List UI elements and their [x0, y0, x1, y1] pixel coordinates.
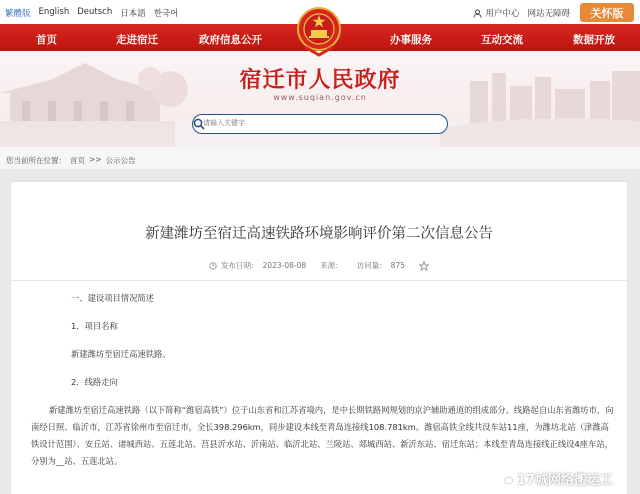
nav-about-suqian[interactable]: 走进宿迁: [116, 34, 158, 46]
nav-home[interactable]: 首页: [36, 34, 57, 46]
breadcrumb-separator: >>: [89, 155, 102, 164]
site-title: 宿迁市人民政府: [239, 67, 401, 93]
clock-icon: [209, 262, 217, 270]
search-box: [192, 114, 448, 134]
wechat-icon: [499, 473, 513, 485]
section-heading: 一、建设项目情况简述: [71, 293, 154, 303]
star-icon[interactable]: [419, 261, 429, 271]
sub-heading-route: 2．线路走向: [71, 377, 118, 387]
article-body: [31, 290, 616, 482]
lang-deutsch[interactable]: Deutsch: [77, 7, 113, 17]
watermark-text: 17城网络搬运工: [516, 473, 613, 488]
watermark: [499, 469, 613, 488]
accessibility-link[interactable]: [527, 7, 570, 19]
views-count: 875: [390, 261, 405, 270]
article-title: 新建潍坊至宿迁高速铁路环境影响评价第二次信息公告: [145, 226, 493, 242]
user-center-link[interactable]: [473, 7, 519, 19]
source-label: 来源：: [320, 261, 343, 270]
breadcrumb: [0, 147, 640, 169]
lang-english[interactable]: English: [38, 7, 70, 17]
user-center-label: 用户中心: [485, 9, 520, 19]
route-description: 新建潍坊至宿迁高速铁路（以下简称“潍宿高铁”）位于山东省和江苏省境内，是中长期铁路网规划的京沪辅助通道的组成部分。线路起自山东省潍坊市，向南经日照、临沂市，江苏省徐州市至宿迁市，全长398.296km，同步建设本线至青岛连接线108.781km。潍宿高铁全线共设车站11座，为潍坊北站（津潍高铁设计范围）、安丘站、诸城西站、五莲北站、莒县沂水站、沂南站、临沂北站、兰陵站、郯城西站、新沂东站、宿迁东站；本线至青岛连接线正线设4座车站，分别为__站、五莲北站。: [31, 405, 614, 466]
nav-gov-info[interactable]: 政府信息公开: [199, 34, 262, 46]
project-name: 新建潍坊至宿迁高速铁路。: [71, 349, 171, 359]
article-meta: [11, 260, 627, 271]
lang-japanese[interactable]: 日本語: [120, 9, 146, 19]
article-panel: [10, 181, 628, 494]
care-mode-button[interactable]: 关怀版: [580, 3, 634, 22]
search-input[interactable]: [203, 119, 423, 127]
national-emblem-icon: [296, 5, 342, 57]
site-banner: [0, 51, 640, 147]
lang-korean[interactable]: 한국어: [153, 9, 179, 19]
views-label: 访问量：: [356, 261, 387, 270]
user-icon: [473, 9, 482, 18]
meta-divider: [11, 280, 627, 281]
nav-interaction[interactable]: 互动交流: [481, 34, 523, 46]
breadcrumb-home[interactable]: 首页: [70, 156, 85, 165]
search-icon[interactable]: [193, 118, 205, 130]
language-switcher: [5, 7, 178, 19]
publish-label: 发布日期：: [221, 261, 259, 270]
accessibility-label: 网站无障碍: [527, 9, 570, 19]
lang-traditional[interactable]: 繁體版: [5, 9, 31, 19]
breadcrumb-prefix: 您当前所在位置：: [6, 156, 66, 165]
nav-services[interactable]: 办事服务: [390, 34, 432, 46]
nav-open-data[interactable]: 数据开放: [573, 34, 615, 46]
publish-date: 2023-08-08: [262, 261, 307, 270]
site-domain: www.suqian.gov.cn: [273, 93, 367, 102]
breadcrumb-announcements[interactable]: 公示公告: [105, 156, 136, 165]
sub-heading-project-name: 1．项目名称: [71, 321, 118, 331]
